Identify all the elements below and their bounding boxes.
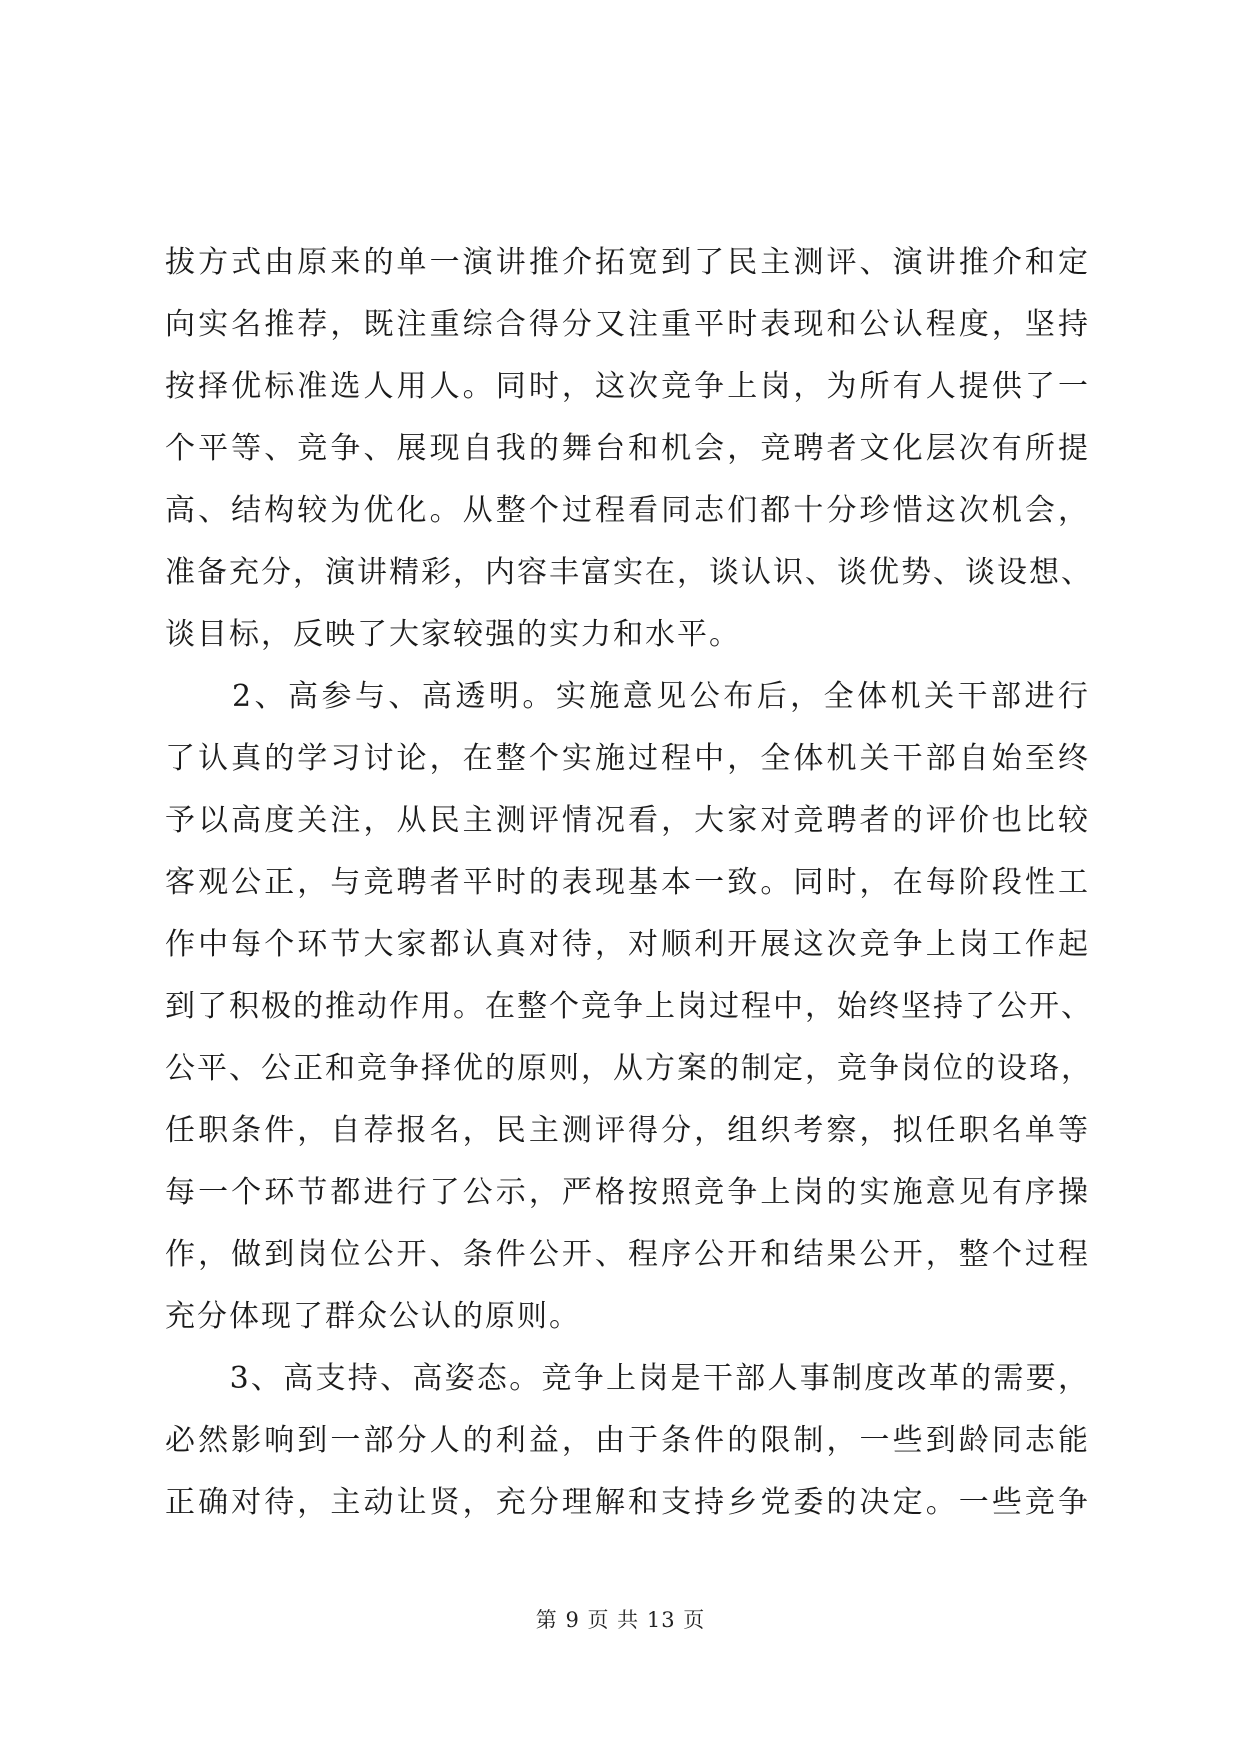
text-line: 必然影响到一部分人的利益，由于条件的限制，一些到龄同志能 <box>165 1423 1090 1458</box>
text-line: 谈目标，反映了大家较强的实力和水平。 <box>165 617 741 652</box>
text-line: 个平等、竞争、展现自我的舞台和机会，竞聘者文化层次有所提 <box>165 431 1090 466</box>
text-line: 作，做到岗位公开、条件公开、程序公开和结果公开，整个过程 <box>165 1237 1090 1272</box>
text-line: 作中每个环节大家都认真对待，对顺利开展这次竞争上岗工作起 <box>165 927 1090 962</box>
text-line: 予以高度关注，从民主测评情况看，大家对竞聘者的评价也比较 <box>165 803 1090 838</box>
text-line: 按择优标准选人用人。同时，这次竞争上岗，为所有人提供了一 <box>165 369 1090 404</box>
text-line: 充分体现了群众公认的原则。 <box>165 1299 581 1334</box>
body-text <box>165 232 1093 1534</box>
text-line: 正确对待，主动让贤，充分理解和支持乡党委的决定。一些竞争 <box>165 1485 1090 1520</box>
text-line: 任职条件，自荐报名，民主测评得分，组织考察，拟任职名单等 <box>165 1113 1090 1148</box>
paragraph-2 <box>165 666 1093 1348</box>
text-line: 高、结构较为优化。从整个过程看同志们都十分珍惜这次机会， <box>165 493 1090 528</box>
text-line: 了认真的学习讨论，在整个实施过程中，全体机关干部自始至终 <box>165 741 1090 776</box>
text-line: 3、高支持、高姿态。竞争上岗是干部人事制度改革的需要， <box>165 1361 1090 1396</box>
text-line: 每一个环节都进行了公示，严格按照竞争上岗的实施意见有序操 <box>165 1175 1090 1210</box>
text-line: 客观公正，与竞聘者平时的表现基本一致。同时，在每阶段性工 <box>165 865 1090 900</box>
text-line: 公平、公正和竞争择优的原则，从方案的制定，竞争岗位的设珞， <box>165 1051 1093 1086</box>
text-line: 2、高参与、高透明。实施意见公布后，全体机关干部进行 <box>165 679 1090 714</box>
paragraph-3 <box>165 1348 1090 1534</box>
text-line: 准备充分，演讲精彩，内容丰富实在，谈认识、谈优势、谈设想、 <box>165 555 1093 590</box>
text-line: 拔方式由原来的单一演讲推介拓宽到了民主测评、演讲推介和定 <box>165 245 1090 280</box>
page-number-footer: 第 9 页 共 13 页 <box>535 1608 706 1632</box>
text-line: 向实名推荐，既注重综合得分又注重平时表现和公认程度，坚持 <box>165 307 1090 342</box>
paragraph-1 <box>165 232 1093 666</box>
text-line: 到了积极的推动作用。在整个竞争上岗过程中，始终坚持了公开、 <box>165 989 1093 1024</box>
